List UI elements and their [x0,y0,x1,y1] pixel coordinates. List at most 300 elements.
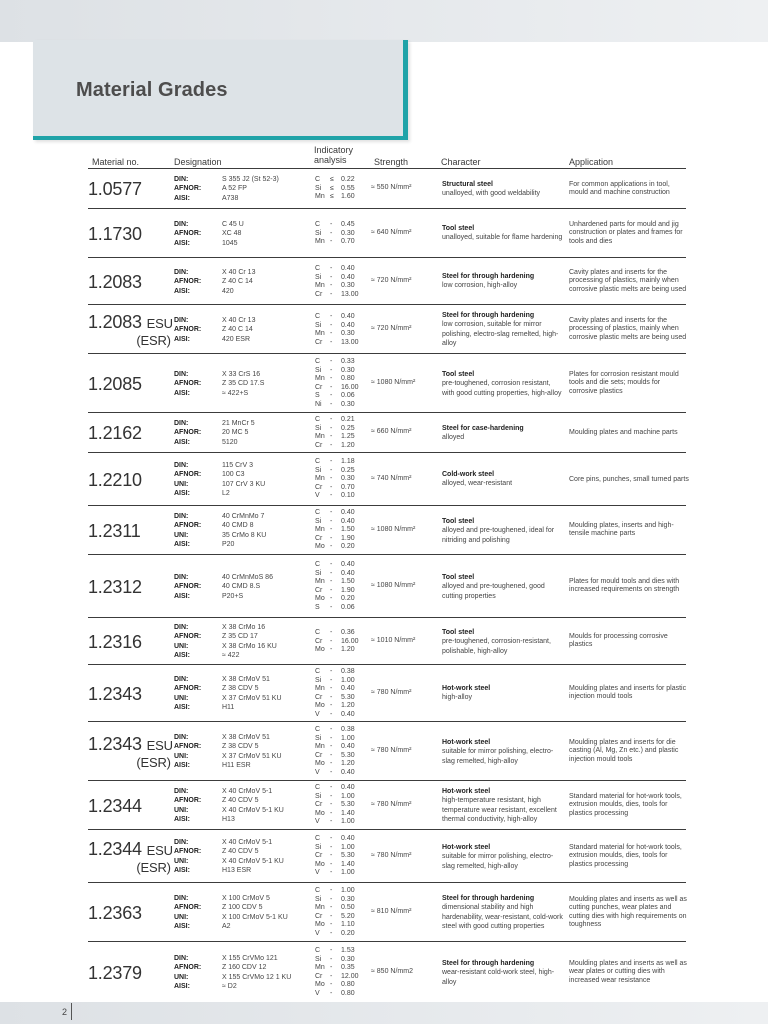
analysis-operator: - [330,629,333,636]
designation-line [174,287,255,296]
character-title: Tool steel [442,225,475,232]
application-text: Moulding plates, inserts and high-tensile machine parts [569,522,674,538]
standard-label: AISI: [174,389,190,397]
character-cell [442,684,564,703]
designation-line [174,531,266,540]
element-percent: 1.00 [341,734,355,742]
analysis-operator: - [330,860,333,868]
analysis-operator: - [330,818,333,825]
esu-suffix: ESU [146,843,173,858]
table-row [88,304,686,354]
strength-value: ≈ 1080 N/mm² [371,379,416,386]
analysis-operator: - [330,282,333,289]
element-symbol: V [315,929,320,937]
material-number-value: 1.2316 [88,632,142,652]
designation-list [174,419,255,447]
element-symbol: Mo [315,809,325,817]
analysis-operator: - [330,685,333,692]
table-row [88,829,686,883]
analysis-line [315,484,355,493]
analysis-list [315,358,359,409]
analysis-operator: - [330,955,333,963]
analysis-operator: - [330,392,333,399]
element-percent: 1.10 [341,921,355,928]
character-title: Hot-work steel [442,844,491,851]
application-text: Moulding plates and inserts as well as cutting punches, wear plates and cutting dies with high requirements on toughness [569,896,687,929]
header-strength: Strength [374,157,409,167]
table-row [88,257,686,305]
analysis-list [315,458,355,501]
analysis-operator: - [330,792,333,800]
esr-suffix: (ESR) [136,755,171,770]
designation-list [174,838,284,875]
element-symbol: Mn [315,193,325,200]
analysis-line [315,509,355,518]
element-symbol: C [315,458,321,465]
character-cell [442,517,564,545]
character-cell [442,311,564,348]
designation-line [174,184,279,193]
character-cell [442,180,564,199]
analysis-line [315,274,359,283]
character-title: Steel for through hardening [442,895,535,902]
material-number [88,839,173,875]
analysis-line [315,793,355,802]
character-cell [442,573,564,601]
element-percent: 0.80 [341,375,355,382]
designation-value: 420 [222,287,234,295]
analysis-line [315,375,359,384]
analysis-line [315,964,359,973]
element-symbol: Mn [315,904,325,911]
bottom-band [0,1002,768,1024]
analysis-line [315,176,355,185]
analysis-line [315,543,355,552]
element-percent: 0.25 [341,466,355,474]
element-symbol: C [315,561,321,568]
strength-value: ≈ 780 N/mm² [371,689,412,696]
analysis-line [315,638,359,647]
analysis-operator: - [330,981,333,988]
analysis-line [315,743,355,752]
analysis-operator: - [330,676,333,684]
element-symbol: Si [315,321,322,329]
table-row [88,664,686,722]
application-text: Standard material for hot-work tools, extrusion moulds, dies, tools for plastics processing [569,844,682,868]
element-percent: 0.33 [341,358,355,365]
element-percent: 16.00 [341,637,359,645]
element-percent: 5.30 [341,852,355,859]
strength-value: ≈ 720 N/mm² [371,325,412,332]
analysis-operator: - [330,921,333,928]
character-cell [442,843,564,871]
standard-label: UNI: [174,973,189,981]
analysis-operator: - [330,313,333,320]
analysis-operator: - [330,947,333,954]
analysis-list [315,561,355,612]
analysis-operator: - [330,517,333,525]
analysis-line [315,467,355,476]
element-symbol: Mo [315,981,325,988]
analysis-operator: - [330,989,333,997]
standard-label: AFNOR: [174,743,202,751]
analysis-line [315,947,359,956]
analysis-line [315,801,355,810]
element-percent: 12.00 [341,972,359,980]
element-symbol: Si [315,184,322,192]
analysis-operator: - [330,972,333,980]
designation-line [174,742,282,751]
analysis-operator: - [330,929,333,937]
standard-label: AISI: [174,335,190,343]
strength-value: ≈ 720 N/mm² [371,277,412,284]
material-number-value: 1.2162 [88,423,142,443]
element-percent: 0.30 [341,475,355,482]
character-cell [442,470,564,489]
designation-list [174,787,284,824]
analysis-line [315,193,355,202]
analysis-operator: - [330,801,333,808]
analysis-operator: - [330,895,333,903]
element-symbol: Mo [315,760,325,767]
standard-label: AFNOR: [174,797,202,805]
standard-label: AISI: [174,438,190,446]
analysis-operator: - [330,433,333,440]
material-number-value: 1.2343 [88,734,142,754]
designation-line [174,838,284,847]
element-symbol: Mn [315,238,325,245]
analysis-operator: ≤ [330,176,334,183]
element-symbol: Si [315,424,322,432]
element-percent: 0.30 [341,366,355,374]
character-title: Steel for case-hardening [442,425,524,432]
analysis-line [315,570,355,579]
element-percent: 0.20 [341,929,355,937]
table-row [88,505,686,555]
strength-value: ≈ 1080 N/mm² [371,526,416,533]
analysis-line [315,578,355,587]
analysis-list [315,887,355,938]
designation-line [174,703,282,712]
strength-value: ≈ 640 N/mm² [371,229,412,236]
esr-suffix: (ESR) [136,860,171,875]
element-percent: 1.90 [341,534,355,542]
designation-value: P20 [222,540,235,548]
material-number [88,521,141,541]
designation-value: XC 48 [222,230,242,238]
character-cell [442,787,564,824]
element-symbol: Mo [315,595,325,602]
element-symbol: Cr [315,338,323,346]
analysis-line [315,339,359,348]
element-percent: 0.40 [341,835,355,842]
designation-value: 1045 [222,239,238,247]
element-symbol: Si [315,466,322,474]
element-symbol: C [315,784,321,791]
character-title: Tool steel [442,629,475,636]
analysis-operator: - [330,321,333,329]
analysis-line [315,526,355,535]
material-number-value: 1.2312 [88,577,142,597]
analysis-operator: - [330,458,333,465]
analysis-operator: - [330,768,333,776]
element-symbol: C [315,221,321,228]
application-text: Moulding plates and inserts for plastic injection mould tools [569,685,687,701]
element-percent: 0.30 [341,955,355,963]
element-symbol: Si [315,517,322,525]
standard-label: UNI: [174,857,189,865]
analysis-operator: - [330,441,333,449]
analysis-list [315,784,355,827]
standard-label: AFNOR: [174,685,202,693]
material-number [88,632,142,652]
element-percent: 1.50 [341,578,355,585]
designation-line [174,573,273,582]
element-symbol: Cr [315,441,323,449]
header-material-no: Material no. [92,157,140,167]
designation-line [174,973,291,982]
element-symbol: Si [315,895,322,903]
element-symbol: Cr [315,972,323,980]
standard-label: AFNOR: [174,964,202,972]
analysis-line [315,322,359,331]
element-symbol: C [315,947,321,954]
character-title: Hot-work steel [442,739,491,746]
element-symbol: C [315,265,321,272]
designation-value: 40 CrMnMo 7 [222,513,265,520]
strength-value: ≈ 550 N/mm² [371,184,412,191]
analysis-operator: - [330,366,333,374]
analysis-operator: - [330,358,333,365]
designation-value: X 40 CrMoV 5-1 [222,788,273,795]
designation-list [174,461,265,498]
analysis-line [315,313,359,322]
character-title: Structural steel [442,181,493,188]
element-percent: 0.20 [341,595,355,602]
designation-line [174,489,265,498]
standard-label: DIN: [174,676,189,683]
element-percent: 0.30 [341,400,355,408]
element-percent: 0.80 [341,989,355,997]
analysis-line [315,711,355,720]
designation-line [174,370,264,379]
standard-label: AFNOR: [174,185,202,193]
element-percent: 1.18 [341,458,355,465]
strength-value: ≈ 780 N/mm² [371,801,412,808]
element-percent: 1.40 [341,860,355,868]
standard-label: AFNOR: [174,429,202,437]
designation-line [174,866,284,875]
analysis-line [315,921,355,930]
table-row [88,168,686,209]
designation-line [174,761,282,770]
analysis-line [315,492,355,501]
element-percent: 0.36 [341,629,355,636]
material-number-value: 1.2311 [88,521,141,541]
strength-value: ≈ 850 N/mm2 [371,968,413,975]
standard-label: AFNOR: [174,583,202,591]
character-text: alloyed [442,434,465,442]
analysis-line [315,425,355,434]
strength-value: ≈ 740 N/mm² [371,475,412,482]
designation-value: Z 100 CDV 5 [222,904,263,912]
analysis-operator: - [330,578,333,585]
analysis-line [315,265,359,274]
analysis-line [315,973,359,982]
designation-value: 100 C3 [222,471,245,479]
standard-label: AISI: [174,540,190,548]
designation-list [174,954,291,991]
element-symbol: Mn [315,282,325,289]
analysis-operator: - [330,693,333,701]
standard-label: DIN: [174,269,189,276]
standard-label: DIN: [174,221,189,228]
standard-label: AISI: [174,287,190,295]
designation-value: X 38 CrMo 16 [222,624,266,631]
element-symbol: Mn [315,743,325,750]
standard-label: DIN: [174,317,189,324]
designation-value: X 38 CrMoV 51 [222,676,270,683]
analysis-line [315,835,355,844]
element-symbol: Cr [315,912,323,920]
element-percent: 0.40 [341,710,355,718]
element-percent: 1.90 [341,586,355,594]
element-percent: 0.21 [341,416,355,423]
designation-line [174,389,264,398]
esu-suffix: ESU [146,738,173,753]
element-symbol: V [315,818,320,825]
analysis-line [315,535,355,544]
element-symbol: Mo [315,646,325,653]
standard-label: AISI: [174,239,190,247]
designation-value: H13 ESR [222,866,252,874]
element-symbol: C [315,726,321,733]
standard-label: AFNOR: [174,471,202,479]
analysis-list [315,629,359,655]
analysis-line [315,518,355,527]
designation-line [174,694,282,703]
analysis-operator: - [330,710,333,718]
element-symbol: Mo [315,860,325,868]
element-symbol: Cr [315,637,323,645]
analysis-line [315,358,359,367]
designation-value: S 355 J2 (St 52-3) [222,176,279,183]
standard-label: AFNOR: [174,904,202,912]
designation-line [174,239,244,248]
application-text: Moulding plates and machine parts [569,429,678,436]
designation-value: X 155 CrVMo 121 [222,955,278,962]
element-percent: 0.06 [341,392,355,399]
analysis-line [315,677,355,686]
designation-value: X 40 CrMoV 5-1 KU [222,857,284,865]
element-percent: 0.25 [341,424,355,432]
element-percent: 1.00 [341,843,355,851]
analysis-line [315,433,355,442]
standard-label: DIN: [174,420,189,427]
analysis-operator: - [330,964,333,971]
analysis-operator: - [330,668,333,675]
standard-label: UNI: [174,913,189,921]
analysis-operator: - [330,912,333,920]
standard-label: AISI: [174,651,190,659]
designation-value: A 52 FP [222,185,247,193]
designation-value: X 155 CrVMo 12 1 KU [222,973,292,981]
analysis-list [315,176,355,202]
element-symbol: S [315,603,320,611]
element-percent: 0.40 [341,784,355,791]
designation-value: 20 MC 5 [222,429,249,437]
element-percent: 0.40 [341,569,355,577]
element-percent: 1.20 [341,441,355,449]
element-symbol: Cr [315,852,323,859]
element-symbol: C [315,887,321,894]
standard-label: AFNOR: [174,633,202,641]
analysis-line [315,702,355,711]
designation-value: Z 160 CDV 12 [222,964,267,972]
designation-line [174,815,284,824]
standard-label: AISI: [174,866,190,874]
element-symbol: C [315,416,321,423]
material-number [88,903,142,923]
designation-line [174,438,255,447]
designation-line [174,194,279,203]
designation-line [174,954,291,963]
analysis-line [315,221,355,230]
application-text: Plates for mould tools and dies with increased requirements on strength [569,578,680,594]
designation-line [174,335,255,344]
application-text: Cavity plates and inserts for the processing of plastics, mainly when corrosive plastic melts are being used [569,269,687,293]
character-text: wear-resistant cold-work steel, high-alloy [442,969,555,986]
table-row [88,721,686,781]
analysis-operator: - [330,534,333,542]
analysis-operator: - [330,229,333,237]
material-number [88,577,142,597]
analysis-operator: - [330,751,333,759]
material-number [88,796,142,816]
element-percent: 0.40 [341,561,355,568]
element-symbol: Cr [315,801,323,808]
analysis-line [315,668,355,677]
designation-list [174,573,273,601]
analysis-line [315,760,355,769]
element-percent: 13.00 [341,338,359,346]
standard-label: DIN: [174,895,189,902]
analysis-operator: - [330,595,333,602]
element-symbol: Mn [315,526,325,533]
element-symbol: Mo [315,921,325,928]
analysis-line [315,442,355,451]
esr-suffix: (ESR) [136,333,171,348]
element-percent: 1.50 [341,526,355,533]
designation-line [174,175,279,184]
material-number-value: 1.2083 [88,312,142,332]
character-text: pre-toughened, corrosion-resistant, polishable, high-alloy [442,638,551,655]
element-symbol: C [315,629,321,636]
analysis-operator: - [330,904,333,911]
element-symbol: S [315,392,320,399]
designation-value: X 40 Cr 13 [222,317,256,324]
analysis-operator: - [330,526,333,533]
analysis-line [315,475,355,484]
analysis-operator: - [330,843,333,851]
analysis-operator: - [330,852,333,859]
designation-value: H11 [222,703,235,711]
element-symbol: Mn [315,475,325,482]
analysis-operator: - [330,265,333,272]
analysis-line [315,869,355,878]
analysis-operator: - [330,869,333,876]
analysis-line [315,784,355,793]
